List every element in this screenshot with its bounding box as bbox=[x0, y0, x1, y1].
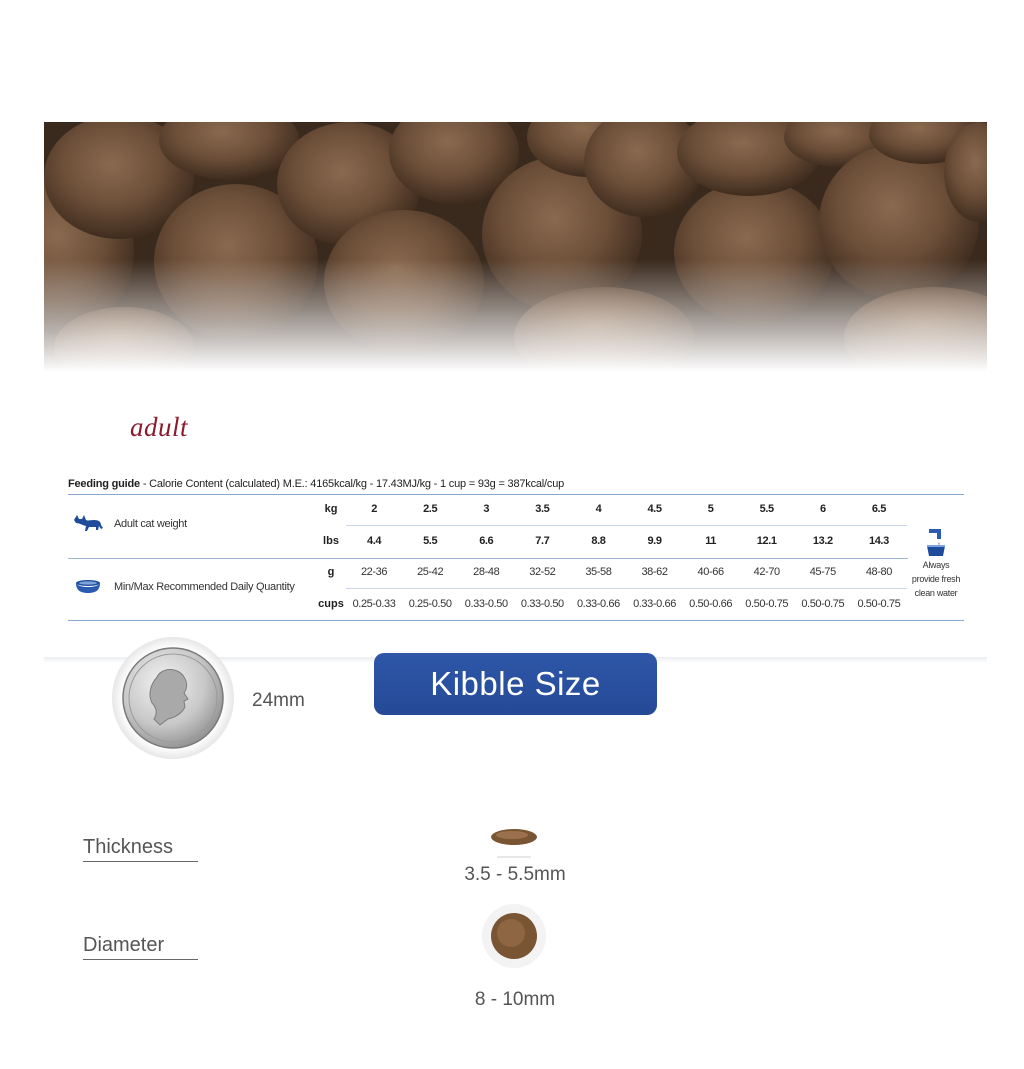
water-note-line2: provide fresh bbox=[911, 574, 961, 584]
lbs-cell: 5.5 bbox=[423, 535, 438, 547]
diameter-label: Diameter bbox=[83, 934, 198, 960]
kg-cell: 2 bbox=[371, 503, 377, 515]
section-divider bbox=[68, 558, 908, 559]
table-top-rule bbox=[68, 494, 964, 495]
quarter-coin-image bbox=[112, 637, 234, 759]
life-stage-label: adult bbox=[130, 412, 189, 442]
g-cell: 35-58 bbox=[585, 566, 612, 578]
kg-cell: 6.5 bbox=[871, 503, 886, 515]
cups-cell: 0.50-0.75 bbox=[857, 598, 901, 610]
cups-cell: 0.50-0.75 bbox=[745, 598, 789, 610]
cups-cell: 0.50-0.66 bbox=[689, 598, 733, 610]
g-cell: 28-48 bbox=[473, 566, 500, 578]
feeding-guide-title bbox=[68, 478, 964, 490]
diameter-value: 8 - 10mm bbox=[474, 989, 556, 1010]
cups-cell: 0.25-0.50 bbox=[408, 598, 452, 610]
g-cell: 45-75 bbox=[809, 566, 836, 578]
lbs-cell: 14.3 bbox=[868, 535, 889, 547]
thickness-label: Thickness bbox=[83, 836, 198, 862]
water-tap-icon bbox=[908, 528, 964, 558]
kg-cell: 4 bbox=[595, 503, 602, 515]
g-cell: 38-62 bbox=[641, 566, 668, 578]
kg-cell: 2.5 bbox=[423, 503, 438, 515]
g-values-row bbox=[346, 566, 907, 578]
table-bottom-rule bbox=[68, 620, 964, 621]
g-cell: 42-70 bbox=[753, 566, 780, 578]
lbs-cell: 12.1 bbox=[756, 535, 777, 547]
g-cell: 22-36 bbox=[360, 566, 388, 578]
g-unit: g bbox=[327, 566, 335, 578]
g-cell: 48-80 bbox=[865, 566, 892, 578]
coin-size-label: 24mm bbox=[252, 690, 305, 711]
water-note bbox=[908, 528, 964, 600]
kg-cell: 4.5 bbox=[647, 503, 662, 515]
lbs-cell: 9.9 bbox=[647, 535, 662, 547]
kg-values-row bbox=[346, 503, 907, 515]
calorie-content: - Calorie Content (calculated) M.E.: 4165kcal/kg - 17.43MJ/kg - 1 cup = 93g = 387kcal/cup bbox=[142, 478, 565, 490]
g-cell: 25-42 bbox=[417, 566, 444, 578]
kg-cell: 3.5 bbox=[535, 503, 550, 515]
lbs-values-row bbox=[346, 535, 907, 547]
cups-unit: cups bbox=[318, 598, 344, 610]
lbs-unit: lbs bbox=[323, 535, 339, 547]
lbs-cell: 6.6 bbox=[479, 535, 494, 547]
kg-cell: 5 bbox=[707, 503, 714, 515]
g-cups-divider bbox=[346, 588, 907, 589]
kg-unit: kg bbox=[324, 503, 338, 515]
cat-icon bbox=[72, 512, 104, 537]
cups-cell: 0.33-0.66 bbox=[633, 598, 676, 610]
thickness-value: 3.5 - 5.5mm bbox=[464, 864, 566, 885]
water-note-line1: Always bbox=[922, 560, 950, 570]
kg-cell: 5.5 bbox=[759, 503, 774, 515]
lbs-cell: 11 bbox=[705, 535, 717, 547]
g-cell: 40-66 bbox=[697, 566, 724, 578]
kg-cell: 6 bbox=[819, 503, 826, 515]
cups-values-row bbox=[346, 598, 907, 610]
kibble-hero-photo bbox=[44, 122, 987, 372]
cups-cell: 0.33-0.50 bbox=[464, 598, 508, 610]
feeding-guide-heading: Feeding guide bbox=[68, 478, 140, 490]
kibble-top-view-image bbox=[481, 903, 547, 974]
water-note-line3: clean water bbox=[914, 588, 958, 598]
kibble-side-view-image bbox=[489, 826, 539, 867]
lbs-cell: 4.4 bbox=[367, 535, 382, 547]
cups-cell: 0.50-0.75 bbox=[801, 598, 845, 610]
lbs-cell: 7.7 bbox=[535, 535, 550, 547]
daily-quantity-label: Min/Max Recommended Daily Quantity bbox=[114, 581, 295, 593]
cups-cell: 0.33-0.66 bbox=[576, 598, 620, 610]
cups-cell: 0.33-0.50 bbox=[520, 598, 564, 610]
g-cell: 32-52 bbox=[529, 566, 556, 578]
kg-lbs-divider bbox=[346, 525, 907, 526]
lbs-cell: 8.8 bbox=[591, 535, 606, 547]
kibble-size-banner: Kibble Size bbox=[374, 653, 657, 715]
adult-cat-weight-label: Adult cat weight bbox=[114, 518, 187, 530]
lbs-cell: 13.2 bbox=[812, 535, 833, 547]
food-bowl-icon bbox=[74, 578, 102, 599]
cups-cell: 0.25-0.33 bbox=[352, 598, 396, 610]
kg-cell: 3 bbox=[483, 503, 490, 515]
